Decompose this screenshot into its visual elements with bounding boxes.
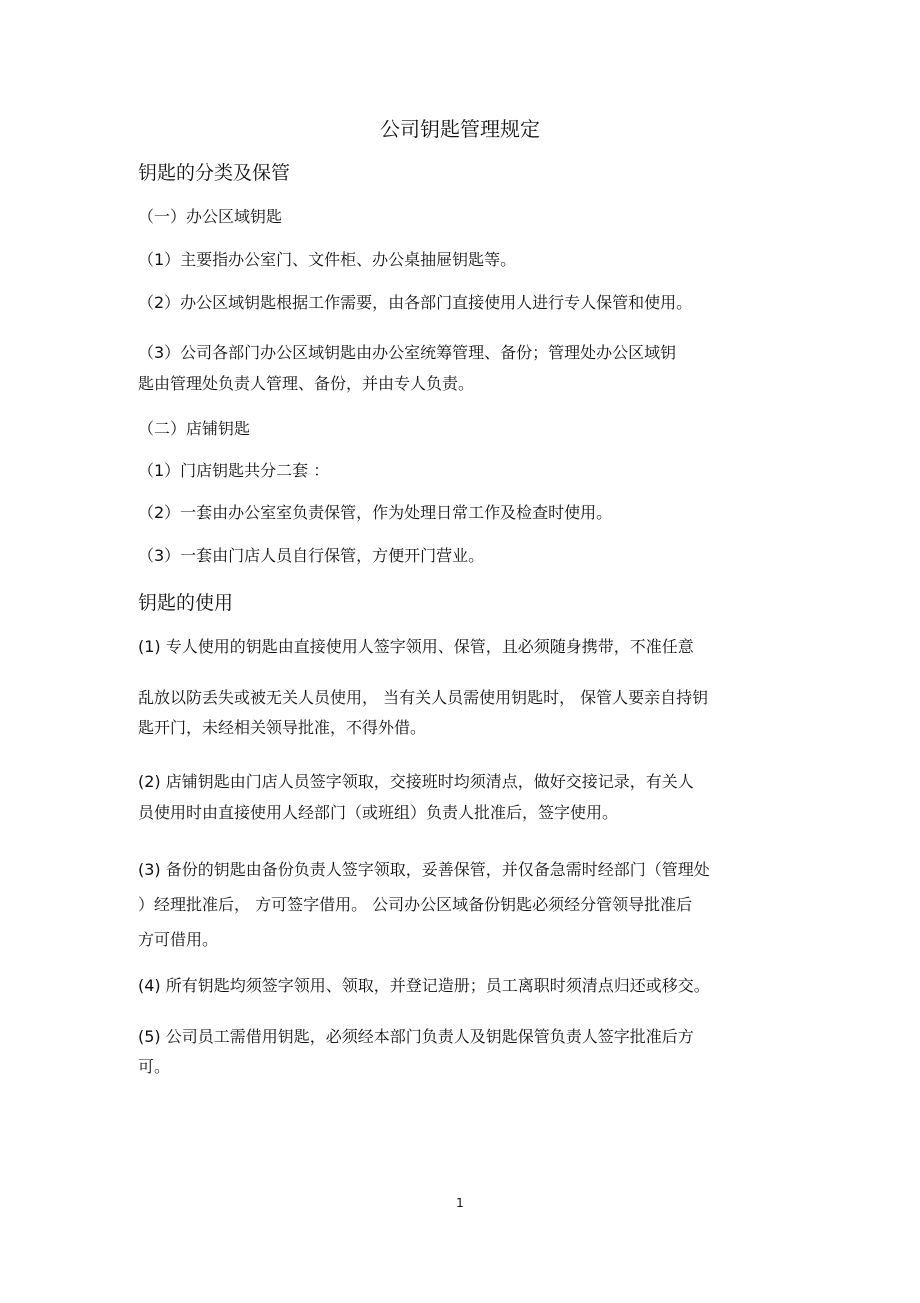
- rule-line: 方可借用。: [138, 930, 219, 949]
- list-item: 匙由管理处负责人管理、备份，并由专人负责。: [138, 374, 475, 393]
- list-item: （3）一套由门店人员自行保管，方便开门营业。: [138, 546, 485, 565]
- list-item: （2）一套由办公室室负责保管，作为处理日常工作及检查时使用。: [138, 503, 613, 522]
- rule-line: (1) 专人使用的钥匙由直接使用人签字领用、保管，且必须随身携带，不准任意: [138, 637, 694, 656]
- list-item: （1）门店钥匙共分二套 ：: [138, 461, 330, 480]
- rule-line: ）经理批准后， 方可签字借用。 公司办公区域备份钥匙必须经分管领导批准后: [138, 895, 693, 914]
- rule-line: (5) 公司员工需借用钥匙，必须经本部门负责人及钥匙保管负责人签字批准后方: [138, 1027, 694, 1046]
- rule-line: 可。: [138, 1057, 171, 1076]
- list-item: （3）公司各部门办公区域钥匙由办公室统筹管理、备份；管理处办公区域钥: [138, 343, 677, 362]
- section-heading-classification: 钥匙的分类及保管: [138, 162, 291, 184]
- rule-line: 乱放以防丢失或被无关人员使用， 当有关人员需使用钥匙时， 保管人要亲自持钥: [138, 688, 709, 707]
- page-number: 1: [456, 1196, 464, 1210]
- list-item: （1）主要指办公室门、文件柜、办公桌抽屉钥匙等。: [138, 250, 517, 269]
- group-label-office-keys: （一）办公区域钥匙: [138, 207, 283, 226]
- list-item: （2）办公区域钥匙根据工作需要，由各部门直接使用人进行专人保管和使用。: [138, 293, 693, 312]
- rule-line: (2) 店铺钥匙由门店人员签字领取，交接班时均须清点，做好交接记录，有关人: [138, 772, 694, 791]
- rule-line: 员使用时由直接使用人经部门（或班组）负责人批准后，签字使用。: [138, 803, 619, 822]
- rule-line: (4) 所有钥匙均须签字领用、领取，并登记造册；员工离职时须清点归还或移交。: [138, 976, 710, 995]
- group-label-store-keys: （二）店铺钥匙: [138, 419, 251, 438]
- rule-line: 匙开门，未经相关领导批准，不得外借。: [138, 718, 427, 737]
- section-heading-usage: 钥匙的使用: [138, 592, 234, 614]
- document-title: 公司钥匙管理规定: [380, 117, 540, 141]
- rule-line: (3) 备份的钥匙由备份负责人签字领取，妥善保管，并仅备急需时经部门（管理处: [138, 860, 710, 879]
